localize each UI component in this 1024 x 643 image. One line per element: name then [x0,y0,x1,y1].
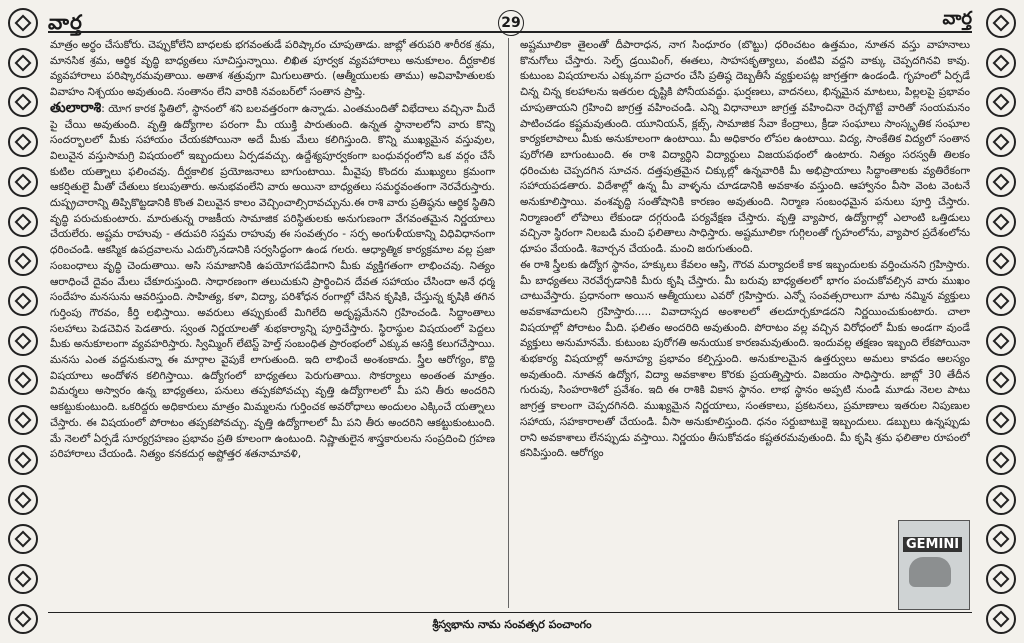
brand-logo-right: వార్త [942,8,972,29]
footer-title: శ్రీస్వభాను నామ సంవత్సర పంచాంగం [432,618,592,631]
ornament-icon [8,445,38,475]
ornament-icon [8,485,38,515]
ornament-icon [8,405,38,435]
ad-label: GEMINI [903,537,962,552]
ornament-icon [8,365,38,395]
header-rule [48,31,972,33]
ornament-icon [8,127,38,157]
ornament-icon [8,8,38,38]
ornament-icon [8,326,38,356]
ornament-icon [8,48,38,78]
ornament-icon [986,48,1016,78]
ornament-icon [8,87,38,117]
ornament-icon [8,246,38,276]
brand-logo-left: వార్త [48,10,83,34]
tula-rasi-body: : యోగ కారక స్థితిలో, స్థానంలో శని బలవత్తరంగా ఉన్నాడు. ఎంతమందితో విభేదాలు వచ్చినా మీదే పై చేయి అవుతుంది. వృత్తి ఉద్యోగాల పరంగా మీ యుక్తి పారుతుంది. ఉన్నత స్థానాలలోని వారు కొన్ని సందర్భాలలో మీకు సహాయం చేయకపోయినా అదే మీకు మేలు కలిగిస్తుంది. కొన్ని ముఖ్యమైన వస్తువుల, విలువైన వస్తుసామగ్రి విషయంలో ఇబ్బందులు ఏర్పడవచ్చు. ఉద్దేశ్యపూర్వకంగా బంధువర్గంలోని ఒక వర్గం చేసే కుటిల యత్నాలు ఫలించవు. దీర్ఘకాలిక ప్రయోజనాలు బాగుంటాయి. మీవైపు కొందరు ముఖ్యులు క్రమంగా ఆకర్షితులై మీతో చేతులు కలుపుతారు. అనుభవంలేని వారు అయినా బాధ్యతలు సమర్థవంతంగా నెరవేరుస్తారు. దుష్ప్రచారాన్ని తిప్పికొట్టడానికి కొంత విలువైన కాలం వెచ్చించాల్సిరావచ్చును.ఈ రాశి వారు ప్రతిష్ఠను ఆర్థిక స్థితిని వృద్ధి పరుచుకుంటారు. మారుతున్న రాజకీయ సామాజిక పరిస్థితులకు అనుగుణంగా వేగవంతమైన నిర్ణయాలు చేయలేరు. అష్టమ రాహువు - తదుపరి సప్తమ రాహువు ఈ సంవత్సరం - సర్ప అంగుళీయకాన్ని విధివిధానంగా ధరించండి. ఆకస్మిక ఉపద్రవాలను ఎదుర్కొనడానికి సర్వసిద్ధంగా ఉండ గలరు. ఆధ్యాత్మిక కార్యక్రమాల వల్ల ప్రజా సంబంధాలు వృద్ధి చెందుతాయి. అసి సమాజానికి ఉపయోగపడేవిగాని మీకు వ్యక్తిగతంగా లాభించవు. నిత్యం ఆరాధించే దైవం మేలు చేకూరుస్తుంది. సాధారణంగా తలుచుకుని ప్రార్థించిన దేవత సహాయం చేసిందా అనే ధర్మ సందేహం మనసును ఆవరిస్తుంది. సాహిత్య, కళా, విద్యా, పరిశోధన రంగాల్లో చేసిన కృషికి, చేస్తున్న కృషికి తగిన గుర్తింపు గౌరవం, కీర్తి లభిస్తాయి. అవరులు తప్పుకుంటే మిగిలేది అదృష్టమేనని గ్రహించండి. సిద్ధాంతాలు సలహాలు పెడచెవిన పెడతారు. స్వంత నిర్ణయాలతో శుభకార్యాన్ని పూర్తిచేస్తారు. స్థిరాస్థుల విషయంలో పెద్దలు మీకు అనుకూలంగా వ్యవహరిస్తారు. స్విమ్మింగ్ లేటెస్ట్ హెల్త్ సంబంధిత ప్రారంభంలో ఎక్కువ ఆసక్తి కలుగచేస్తాయి. మనసు ఎంత వద్దనుకున్నా ఈ మార్గాల వైపుకే లాగుతుంది. ఇది లాభించే అంశంకాదు. స్త్రీల ఆరోగ్యం, కొద్ది విషయాలు అందోళన కలిగిస్తాయి. ఉద్యోగంలో బాధ్యతలు పెరుగుతాయి. సొకర్యాలు అంతంత మాత్రం. విమర్శలు అస్వారం ఉన్న బాధ్యతలు, పనులు తప్పకపోవచ్చు వృత్తి ఉద్యోగాలలో మీ పని తీరు అందరిని ఆకట్టుకుంటుంది. ఒకరిద్దరు అధికారులు మాత్రం మిమ్మలను గుర్తించక అవరోధాలు అందులం ఎక్కించే యత్నాలు చేస్తారు. ఈ విషయంలో పోరాటం తప్పకపోవచ్చు. వృత్తి ఉద్యోగాలలో మీ పని తీరు అందరిని ఆకట్టుకుంటుంది. మే నెలలో ఏర్పడే సూర్యగ్రహణం ప్రభావం ప్రతి కూలంగా ఉంటుంది. నిష్ణాతులైన శాస్త్రకారులను సంప్రదించి గ్రహణ పరిహారాలు చేయండి. నిత్యం కనకదుర్గ అష్టోత్తర శతనామావళి, [50,102,495,461]
intro-paragraph: మాత్రం అర్థం చేసుకోరు. చెప్పుకోలేని బాధలకు భగవంతుడే పరిష్కారం చూపుతాడు. జాబ్లో తరుపరి శారీరక శ్రమ, మానసిక శ్రమ, ఆర్థిక వృద్ధి బాధ్యతలు సూచిస్తున్నాయి. లిఖిత పూర్వక వ్యవహారాలు అనుకూలం. దీర్ఘకాలిక వ్యవహారాలు పరిష్కారమవుతాయి. అతాశ శత్రువుగా మిగులుతారు. (ఆత్మీయులకు తాము) అవివాహితులకు వివాహం నిశ్చయం అవుతుంది. సంతానం లేని వారికి నవంబర్‌లో సంతాన ప్రాప్తి. [50,39,495,99]
left-ornamental-border [6,8,40,634]
ornament-icon [986,445,1016,475]
ornament-icon [986,365,1016,395]
right-ornamental-border [984,8,1018,634]
ornament-icon [986,564,1016,594]
ornament-icon [8,524,38,554]
elephant-icon [909,557,951,587]
ornament-icon [8,564,38,594]
ornament-icon [986,246,1016,276]
ornament-icon [8,167,38,197]
ornament-icon [986,8,1016,38]
footer-rule [48,612,972,613]
ornament-icon [8,286,38,316]
right-paragraph-1: అష్టమూలికా తైలంతో దీపారాధన, నాగ సింధూరం (బొట్టు) ధరించటం ఉత్తమం, నూతన వస్తు వాహనాలు కొనుగోలు చేస్తారు. సెల్ఫ్ డ్రయివింగ్, ఈతలు, సాహసకృత్యాలు, వంటివి వద్దని వాక్కు చెప్పదగినవి కావు. కుటుంబ విషయాలను ఎక్కువగా ప్రచారం చేసి ప్రతిష్ఠ దెబ్బతీసే వ్యక్తులపట్ల జాగ్రత్తగా ఉండండి. గృహంలో ఏర్పడే చిన్న చిన్న కలహాలను ఇతరుల దృష్టికి పోనీయవద్దు. ఘర్షణలు, వాదనలు, భిన్నమైన మాటలు, పిల్లలపై ప్రభావం చూపుతాయని గ్రహించి జాగ్రత్త వహించండి. ఎన్ని విధానాలూ జాగ్రత్త వహించినా రెచ్చగొట్టే వారితో సంయమనం పాటించడం కష్టమవుతుంది. యూనియన్, క్లబ్స్, సామాజిక సేవా కేంద్రాలు, క్రీడా సంఘాలు సాంస్కృతిక సంఘాల కార్యకలాపాలు మీకు అనుకూలంగా ఉంటాయి. మీ అధికారం లోపల ఉంటాయి. విద్య, సాంకేతిక విద్యలో సంతాన పురోగతి బాగుంటుంది. ఈ రాశి విద్యార్థిని విద్యార్థులు విజయపథంలో ఉంటారు. నిత్యం సరస్వతీ తిలకం ధరించుట చెప్పదగిన సూచన. దత్తపుత్రమైన చిక్కుల్లో ఉన్నవారికి మీ అభిప్రాయాలు సిద్ధాంతాలకు వ్యతిరేకంగా సహాయపడతారు. విదేశాల్లో ఉన్న మీ వాళ్ళను చూడడానికి అవకాశం వస్తుంది. ఆహ్వానం వీసా వెంట వెంటనే అనుకూలిస్తాయి. వంశవృద్ధి సంతోషానికి కారణం అవుతుంది. నిర్మాణ సంబంధమైన పనులు పూర్తి చేస్తారు. నిర్మాణంలో లోపాలు లేకుండా దగ్గరుండి పర్యవేక్షణ చేస్తారు. వృత్తి వ్యాపార, ఉద్యోగాల్లో ఎలాంటి ఒత్తిడులు వచ్చినా స్థిరంగా నిలబడి మంచి ఫలితాలు సాధిస్తారు. అష్టమూలికా గుగ్గిలంతో గృహంలోను, వ్యాపార ప్రదేశంలోను ధూపం వేయండి. శివార్చన చేయండి. మంచి జరుగుతుంది. [520,39,970,256]
ornament-icon [8,207,38,237]
ornament-icon [986,485,1016,515]
ornament-icon [986,167,1016,197]
column-divider [508,38,509,608]
zodiac-sign-heading: తులారాశి [50,99,102,116]
tula-rasi-paragraph [50,101,495,463]
ornament-icon [986,326,1016,356]
right-paragraph-2: ఈ రాశి స్త్రీలకు ఉద్యోగ స్థానం, హక్కులు కేవలం ఆస్తి, గౌరవ మర్యాదలకే కాక ఇబ్బందులకు వర్తించునని గ్రహిస్తారు. మీ బాధ్యతలు నెరవేర్చడానికి మీరు కృషి చేస్తారు. మీ బరువు బాధ్యతలలో భాగం పంచుకోవల్సిన వారు ముఖం చాటువేస్తారు. ప్రధానంగా అయిన ఆత్మీయులు ఎవరో గ్రహిస్తారు. ఎన్నో సంవత్సరాలుగా మాట నమ్మిన వ్యక్తులు అవకాశవాదులని గ్రహిస్తారు..... వివాదాస్పద అంశాలలో తలదూర్చకూడదని నిర్ణయించుకుంటారు. చాలా విషయాల్లో పోరాటం మీది. ఫలితం అందరిది అవుతుంది. పోరాటం వల్ల వచ్చిన విరోధంలో మీకు అండగా వుండే వ్యక్తులు అనుమానమే. కుటుంబ పురోగతి అనుయుక కారణమవుతుంది. ఇందువల్ల తక్షణం ఇబ్బంది లేకపోయినా శుభకార్య విషయాల్లో అనూహ్య ప్రభావం కల్పిస్తుంది. అనుకూలమైన ఉత్తర్వులు అమలు కావడం ఆలస్యం అవుతుంది. నూతన ఉద్యోగ, విద్యా అవకాశాల కొరకు ప్రయత్నిస్తారు. విజయం సాధిస్తారు. జాబ్లో 30 తేదీన గురువు, సింహరాశిలో ప్రవేశం. ఇది ఈ రాశికి వికాస స్థానం. లాభ స్థానం అప్పటి నుండి మూడు నెలల పాటు జాగ్రత్త కాలంగా చెప్పదగినది. ముఖ్యమైన నిర్ణయాలు, సంతకాలు, ప్రకటనలు, ప్రమాణాలు ఇతరుల నిపుణుల సహాయ, సహకారాలతో చేయండి. వీసా అనుకూలిస్తుంది. ధనం సర్దుబాటుకై ఇబ్బందులు. డబ్బులు ఉన్నప్పుడు రాని అవకాశాలు లేనప్పుడు వస్తాయి. నిర్ణయం తీసుకోవడం కష్టతరమవుతుంది. మీ కృషి శ్రమ ఫలితాల రూపంలో కనిపిస్తుంది. ఆరోగ్యం [520,258,970,460]
page-number: 29 [498,10,524,36]
ornament-icon [986,87,1016,117]
gemini-advertisement [898,520,970,610]
ornament-icon [986,524,1016,554]
ornament-icon [986,207,1016,237]
ornament-icon [986,286,1016,316]
ornament-icon [986,127,1016,157]
left-text-column [50,38,495,604]
ornament-icon [986,405,1016,435]
